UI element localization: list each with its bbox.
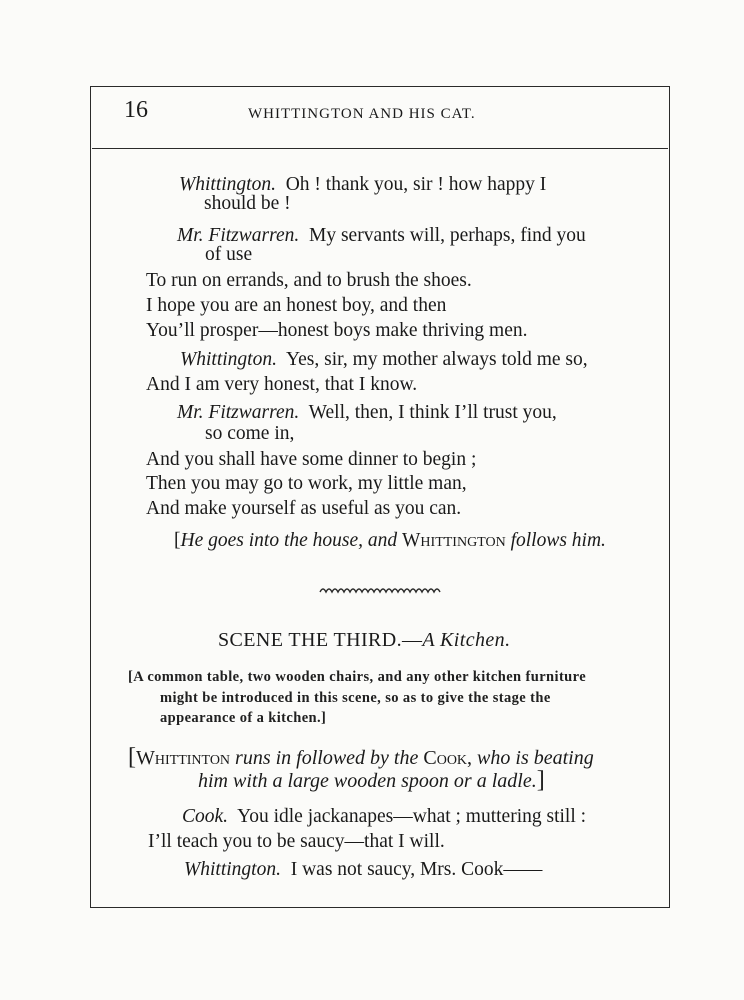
stage-direction-text: him with a large wooden spoon or a ladle.	[198, 770, 537, 792]
stage-direction-continuation	[198, 768, 545, 792]
dialogue-line	[184, 860, 542, 880]
scene-heading	[218, 629, 510, 652]
section-ornament	[318, 582, 442, 598]
dialogue-continuation: of use	[205, 244, 253, 265]
setting-line: appearance of a kitchen.]	[160, 710, 327, 726]
dialogue-text: I was not saucy, Mrs. Cook——	[290, 859, 543, 880]
stage-direction-text: follows him.	[510, 530, 606, 551]
setting-line: might be introduced in this scene, so as to give the stage the	[160, 690, 551, 706]
setting-line: [A common table, two wooden chairs, and any other kitchen furniture	[128, 669, 587, 685]
speaker-name: Cook.	[182, 806, 229, 827]
character-name: Cook,	[423, 747, 473, 769]
dialogue-line	[180, 350, 588, 370]
frame-bottom-border	[90, 907, 670, 908]
character-name: Whittington	[402, 530, 506, 551]
dialogue-text: Oh ! thank you, sir ! how happy I	[285, 174, 547, 195]
verse-line: I hope you are an honest boy, and then	[146, 295, 447, 316]
scene-title: SCENE THE THIRD.—	[218, 629, 423, 651]
speaker-name: Mr. Fitzwarren.	[177, 225, 300, 246]
verse-line: I’ll teach you to be saucy—that I will.	[148, 831, 445, 852]
verse-line: And I am very honest, that I know.	[146, 374, 418, 395]
stage-direction-text: who is beating	[477, 747, 594, 769]
running-title: WHITTINGTON AND HIS CAT.	[248, 106, 476, 122]
dialogue-text: Yes, sir, my mother always told me so,	[286, 349, 588, 370]
stage-direction-text: He goes into the house, and	[180, 530, 398, 551]
bracket-close: ]	[536, 767, 545, 793]
page-number: 16	[124, 97, 148, 123]
frame-left-border	[90, 86, 91, 908]
stage-direction	[128, 745, 594, 769]
dialogue-continuation: should be !	[204, 193, 291, 214]
frame-right-border	[669, 86, 670, 908]
verse-line: You’ll prosper—honest boys make thriving men.	[146, 320, 528, 341]
dialogue-line	[177, 403, 557, 423]
scene-place: A Kitchen.	[422, 629, 511, 651]
stage-direction	[174, 531, 606, 551]
header-rule	[92, 148, 668, 149]
verse-line: And make yourself as useful as you can.	[146, 498, 462, 519]
dialogue-continuation: so come in,	[205, 423, 295, 444]
verse-line: Then you may go to work, my little man,	[146, 473, 467, 494]
dialogue-text: My servants will, perhaps, find you	[309, 225, 586, 246]
character-name: Whittinton	[136, 747, 231, 769]
dialogue-text: Well, then, I think I’ll trust you,	[308, 402, 557, 423]
speaker-name: Whittington.	[180, 349, 277, 370]
speaker-name: Whittington.	[184, 859, 281, 880]
verse-line: And you shall have some dinner to begin ;	[146, 449, 477, 470]
dialogue-text: You idle jackanapes—what ; muttering still :	[237, 806, 587, 827]
stage-direction-text: runs in followed by the	[235, 747, 419, 769]
dialogue-line	[177, 226, 586, 246]
dialogue-line	[179, 175, 546, 195]
speaker-name: Whittington.	[179, 174, 276, 195]
frame-top-border	[90, 86, 670, 87]
bracket-open: [	[128, 744, 136, 770]
dialogue-line	[182, 807, 586, 827]
bracket-open: [	[174, 530, 181, 551]
verse-line: To run on errands, and to brush the shoes.	[146, 270, 472, 291]
speaker-name: Mr. Fitzwarren.	[177, 402, 300, 423]
